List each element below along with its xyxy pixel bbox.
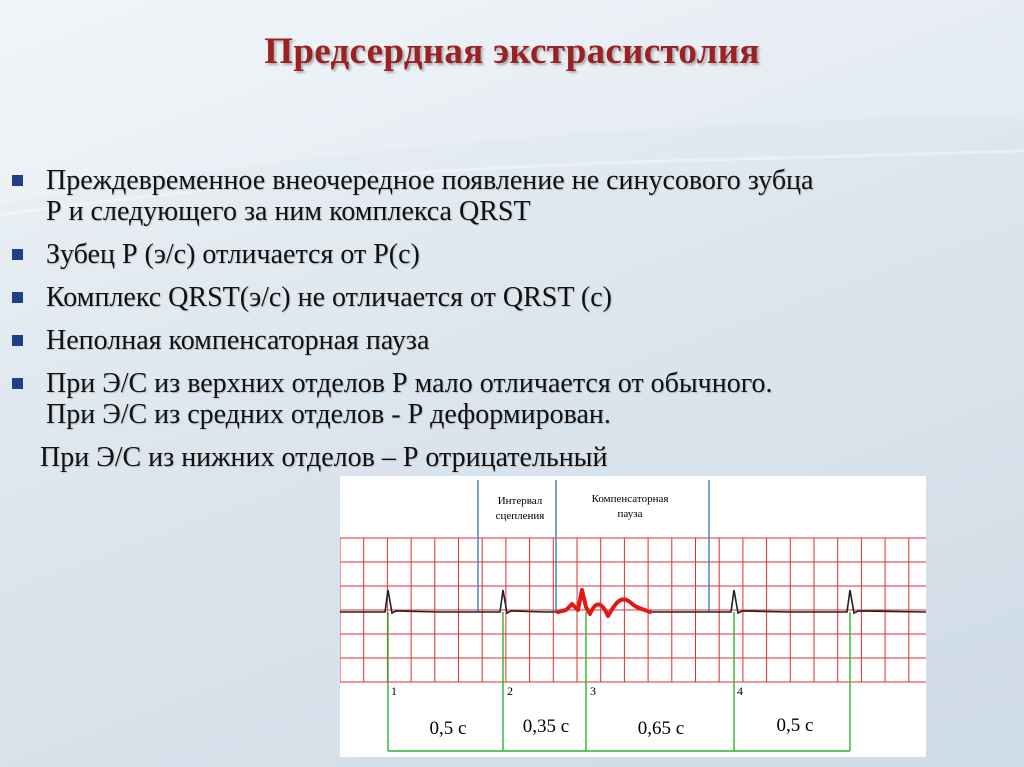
bullet-text: Комплекс QRST(э/с) не отличается от QRST (с) xyxy=(46,282,613,313)
pause-label-line1: Компенсаторная xyxy=(591,493,669,505)
bullet-continuation xyxy=(12,442,1012,473)
interval-label-line2: сцепления xyxy=(495,510,545,522)
marker-label-3: 3 xyxy=(590,684,596,698)
marker-label-1: 1 xyxy=(391,684,397,698)
ecg-svg xyxy=(340,476,926,757)
duration-label-2: 0,35 с xyxy=(522,716,570,737)
duration-label-3: 0,65 с xyxy=(637,718,685,739)
marker-label-4: 4 xyxy=(737,684,743,698)
slide-title: Предсердная экстрасистолия xyxy=(264,31,760,72)
interval-label-line1: Интервал xyxy=(497,495,543,507)
bullet-square-icon xyxy=(12,335,23,346)
ecg-diagram xyxy=(340,476,926,757)
bullet-text: При Э/С из средних отделов - Р деформирован. xyxy=(46,399,611,430)
ecg-markers-layer xyxy=(388,480,850,751)
bullet-text: Р и следующего за ним комплекса QRST xyxy=(46,196,531,227)
bullet-text: Зубец Р (э/с) отличается от Р(с) xyxy=(46,239,420,270)
bullet-item xyxy=(12,282,1012,313)
bullet-text: При Э/С из нижних отделов – Р отрицательный xyxy=(40,442,608,473)
bullet-square-icon xyxy=(12,292,23,303)
bullet-text: Преждевременное внеочередное появление не синусового зубца xyxy=(46,165,814,196)
bullet-square-icon xyxy=(12,249,23,260)
bullet-item xyxy=(12,368,1012,430)
bullet-text: Неполная компенсаторная пауза xyxy=(46,325,430,356)
bullet-item xyxy=(12,325,1012,356)
pause-label-line2: пауза xyxy=(617,508,643,520)
marker-label-2: 2 xyxy=(507,684,513,698)
bullet-square-icon xyxy=(12,378,23,389)
extrasystole-trace xyxy=(558,590,650,616)
ecg-grid xyxy=(340,538,926,682)
duration-label-4: 0,5 с xyxy=(776,715,814,736)
bullet-square-icon xyxy=(12,175,23,186)
bullet-list xyxy=(12,165,1012,485)
bullet-item xyxy=(12,165,1012,227)
bullet-item xyxy=(12,239,1012,270)
bullet-text: При Э/С из верхних отделов Р мало отличается от обычного. xyxy=(46,368,773,399)
duration-label-1: 0,5 с xyxy=(429,718,467,739)
